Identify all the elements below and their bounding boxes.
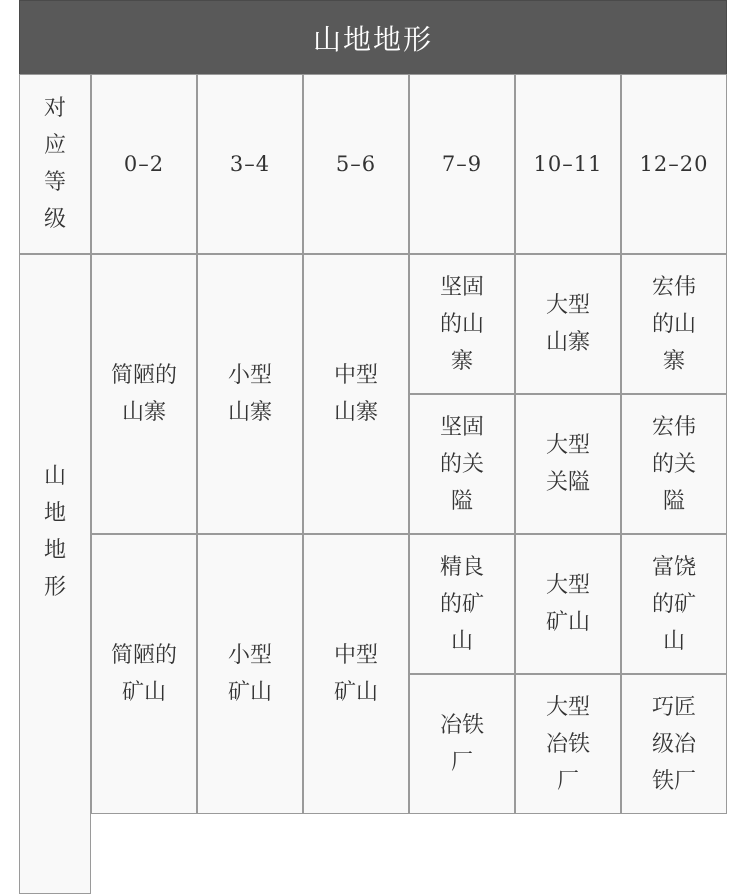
category-mountain: 山地地形 xyxy=(19,254,91,894)
fortress-10-11-b: 大型关隘 xyxy=(515,394,621,534)
header-level-3-4: 3–4 xyxy=(197,74,303,254)
fortress-12-20-b: 宏伟的关隘 xyxy=(621,394,727,534)
mine-3-4: 小型矿山 xyxy=(197,534,303,814)
mine-7-9-b: 冶铁厂 xyxy=(409,674,515,814)
mine-12-20-b: 巧匠级冶铁厂 xyxy=(621,674,727,814)
fortress-0-2: 简陋的山寨 xyxy=(91,254,197,534)
fortress-7-9-b: 坚固的关隘 xyxy=(409,394,515,534)
fortress-3-4: 小型山寨 xyxy=(197,254,303,534)
fortress-7-9-a: 坚固的山寨 xyxy=(409,254,515,394)
header-level-label xyxy=(19,74,91,254)
mine-10-11-a: 大型矿山 xyxy=(515,534,621,674)
header-level-10-11: 10–11 xyxy=(515,74,621,254)
mine-5-6: 中型矿山 xyxy=(303,534,409,814)
table-title: 山地地形 xyxy=(19,0,727,76)
mine-7-9-a: 精良的矿山 xyxy=(409,534,515,674)
mine-0-2: 简陋的矿山 xyxy=(91,534,197,814)
fortress-5-6: 中型山寨 xyxy=(303,254,409,534)
mine-12-20-a: 富饶的矿山 xyxy=(621,534,727,674)
mine-10-11-b: 大型冶铁厂 xyxy=(515,674,621,814)
header-level-label-text: 对应等级 xyxy=(43,96,66,232)
fortress-12-20-a: 宏伟的山寨 xyxy=(621,254,727,394)
header-level-0-2: 0–2 xyxy=(91,74,197,254)
terrain-table xyxy=(19,0,727,794)
header-level-12-20: 12–20 xyxy=(621,74,727,254)
fortress-10-11-a: 大型山寨 xyxy=(515,254,621,394)
header-level-5-6: 5–6 xyxy=(303,74,409,254)
header-level-7-9: 7–9 xyxy=(409,74,515,254)
